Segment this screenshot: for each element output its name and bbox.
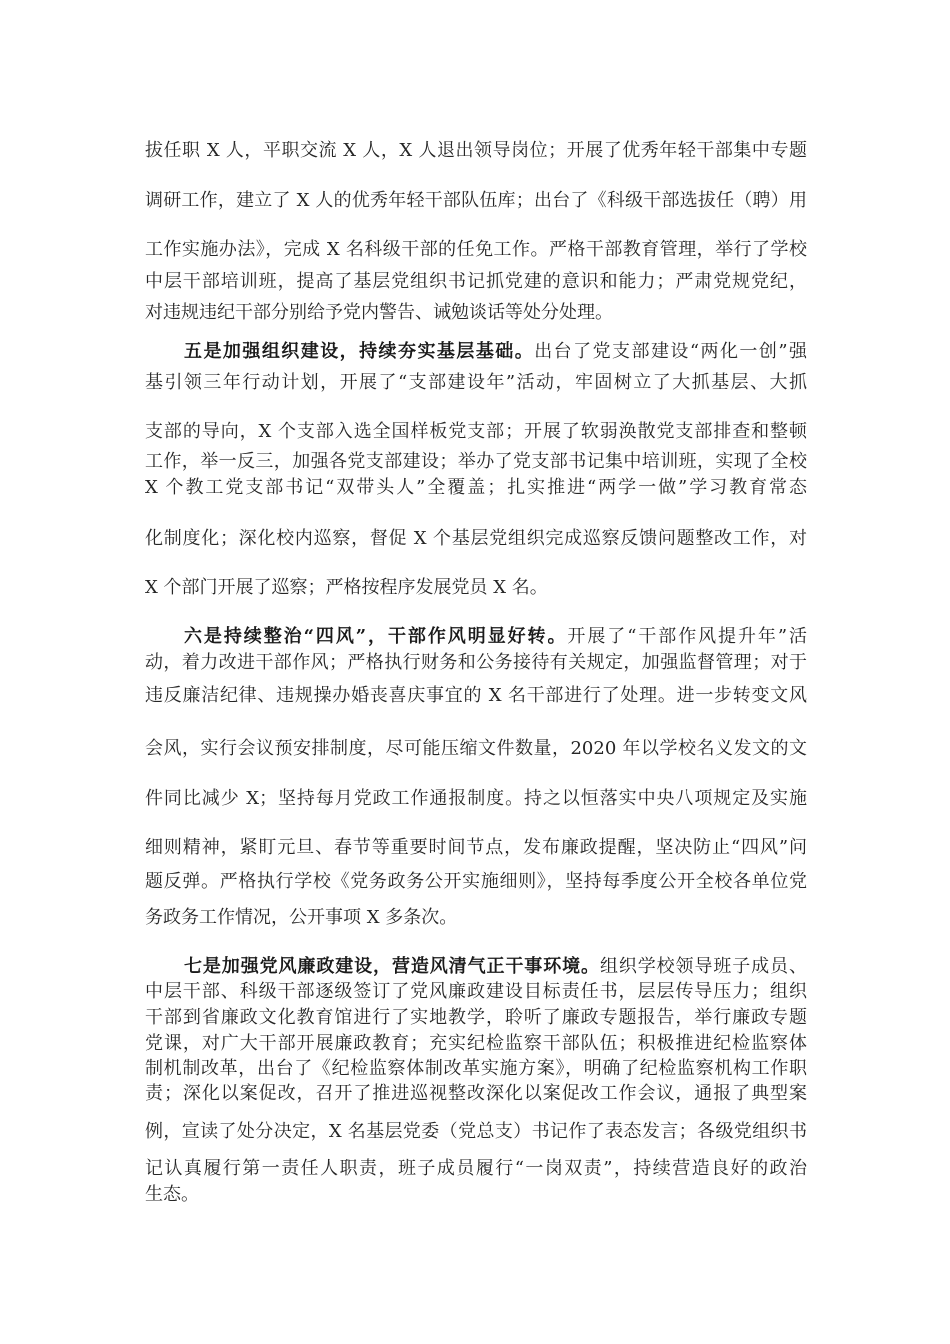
text-line: 化制度化；深化校内巡察，督促 X 个基层党组织完成巡察反馈问题整改工作，对 [145,528,807,549]
text-line: 责；深化以案促改，召开了推进巡视整改深化以案促改工作会议，通报了典型案 [145,1083,807,1104]
section-heading: 七是加强党风廉政建设，营造风清气正干事环境。 [184,956,600,977]
paragraph-first-line [184,340,807,364]
text-line: 工作实施办法》，完成 X 名科级干部的任免工作。严格干部教育管理，举行了学校 [145,239,807,260]
text-line: 支部的导向，X 个支部入选全国样板党支部；开展了软弱涣散党支部排查和整顿 [145,421,807,442]
text-line: 干部到省廉政文化教育馆进行了实地教学，聆听了廉政专题报告，举行廉政专题 [145,1007,807,1028]
paragraph-first-line [184,625,807,649]
text-line: 拔任职 X 人，平职交流 X 人，X 人退出领导岗位；开展了优秀年轻干部集中专题 [145,140,807,161]
text-line: 务政务工作情况，公开事项 X 多条次。 [145,907,458,928]
text-line: X 个教工党支部书记“双带头人”全覆盖；扎实推进“两学一做”学习教育常态 [145,477,807,498]
text-span: 开展了“干部作风提升年”活 [567,626,807,647]
text-line: 生态。 [145,1184,199,1205]
text-line: 基引领三年行动计划，开展了“支部建设年”活动，牢固树立了大抓基层、大抓 [145,372,807,393]
text-line: 件同比减少 X；坚持每月党政工作通报制度。持之以恒落实中央八项规定及实施 [145,788,807,809]
text-line: 对违规违纪干部分别给予党内警告、诫勉谈话等处分处理。 [145,302,613,323]
text-line: X 个部门开展了巡察；严格按程序发展党员 X 名。 [145,577,548,598]
text-line: 会风，实行会议预安排制度，尽可能压缩文件数量，2020 年以学校名义发文的文 [145,738,807,759]
text-line: 细则精神，紧盯元旦、春节等重要时间节点，发布廉政提醒，坚决防止“四风”问 [145,837,807,858]
text-line: 违反廉洁纪律、违规操办婚丧喜庆事宜的 X 名干部进行了处理。进一步转变文风 [145,685,807,706]
text-line: 工作，举一反三，加强各党支部建设；举办了党支部书记集中培训班，实现了全校 [145,451,807,472]
text-line: 党课，对广大干部开展廉政教育；充实纪检监察干部队伍；积极推进纪检监察体 [145,1033,807,1054]
text-line: 调研工作，建立了 X 人的优秀年轻干部队伍库；出台了《科级干部选拔任（聘）用 [145,190,807,211]
text-span: 出台了党支部建设“两化一创”强 [534,341,808,362]
section-heading: 五是加强组织建设，持续夯实基层基础。 [184,341,535,362]
text-line: 动，着力改进干部作风；严格执行财务和公务接待有关规定，加强监督管理；对于 [145,652,807,673]
text-line: 中层干部培训班，提高了基层党组织书记抓党建的意识和能力；严肃党规党纪， [145,271,807,292]
text-line: 中层干部、科级干部逐级签订了党风廉政建设目标责任书，层层传导压力；组织 [145,981,807,1002]
section-heading: 六是持续整治“四风”，干部作风明显好转。 [184,626,568,647]
text-line: 制机制改革，出台了《纪检监察体制改革实施方案》，明确了纪检监察机构工作职 [145,1058,807,1079]
text-line: 记认真履行第一责任人职责，班子成员履行“一岗双责”，持续营造良好的政治 [145,1158,807,1179]
paragraph-first-line [184,955,807,979]
text-span: 组织学校领导班子成员、 [599,956,807,977]
text-line: 题反弹。严格执行学校《党务政务公开实施细则》，坚持每季度公开全校各单位党 [145,871,807,892]
text-line: 例，宣读了处分决定，X 名基层党委（党总支）书记作了表态发言；各级党组织书 [145,1121,807,1142]
